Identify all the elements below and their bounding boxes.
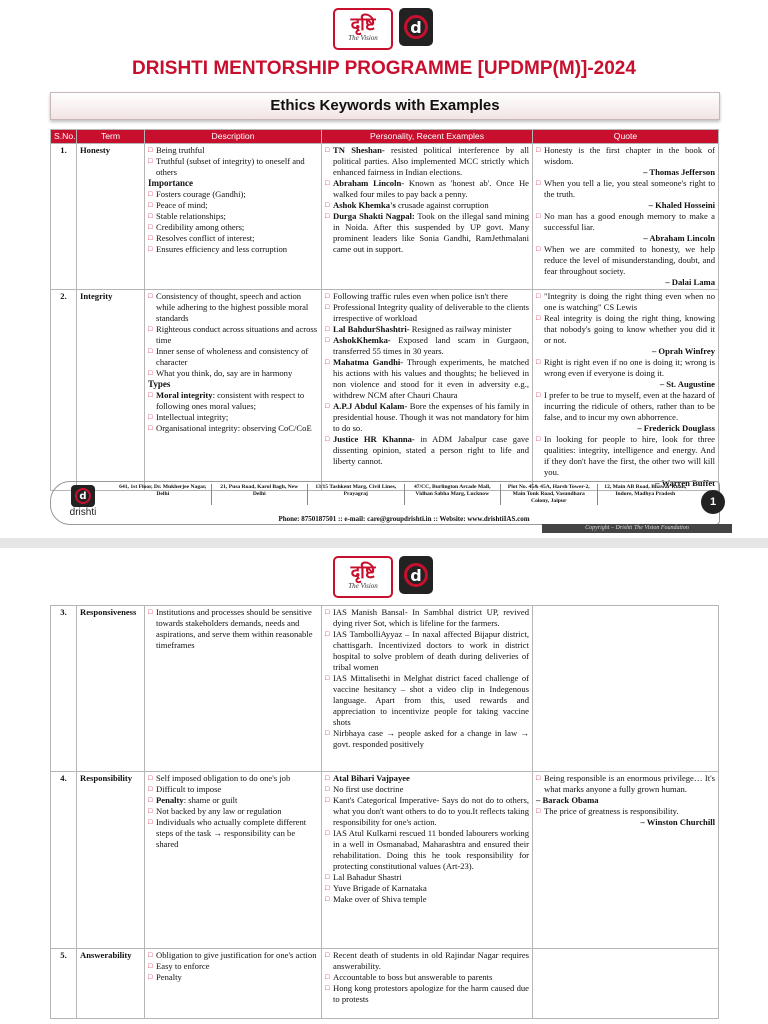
list-item (325, 200, 529, 211)
list-item (148, 244, 318, 255)
item-text: – Barack Obama (536, 795, 599, 805)
list-item (148, 346, 318, 368)
list-item (325, 145, 529, 178)
list-item (325, 401, 529, 434)
list-item (536, 357, 715, 379)
page-number: 1 (701, 490, 725, 514)
bold-text: Penalty (156, 795, 184, 805)
bullet-list (536, 773, 715, 828)
item-text: Individuals who actually complete different steps of the task → responsibility can be shared (156, 817, 307, 849)
bold-text: TN Sheshan- (333, 145, 385, 155)
table-row (51, 949, 719, 1019)
list-item (325, 983, 529, 1005)
term-cell: Honesty (77, 144, 145, 290)
drishti-hindi-logo: दृष्टि The Vision (333, 8, 393, 50)
list-item (325, 629, 529, 673)
item-text: – Winston Churchill (640, 817, 715, 827)
footer-contact: Phone: 8750187501 :: e-mail: care@groupdrishti.in :: Website: www.drishtiIAS.com (278, 515, 530, 523)
item-text: – Abraham Lincoln (643, 233, 715, 243)
item-text: Professional Integrity quality of deliverable to the clients irrespective of workload (333, 302, 529, 323)
term-cell: Responsiveness (77, 606, 145, 772)
item-text: Recent death of students in old Rajindar Nagar requires answerability. (333, 950, 529, 971)
bold-text: Justice HR Khanna- (333, 434, 415, 444)
list-item (325, 178, 529, 200)
bold-text: Ashok Khemka's (333, 200, 396, 210)
term-cell: Responsibility (77, 772, 145, 949)
footer-address: Plot No. 45& 45A, Harsh Tower-2, Main Tonk Road, Vasundhara Colony, Jaipur (501, 484, 598, 505)
list-item (325, 972, 529, 983)
item-text: Resolves conflict of interest; (156, 233, 255, 243)
list-item (148, 817, 318, 850)
list-item (536, 773, 715, 795)
description-cell (145, 144, 322, 290)
quote-author (536, 379, 715, 390)
item-text: – Thomas Jefferson (643, 167, 715, 177)
table-row (51, 606, 719, 772)
list-item (536, 434, 715, 478)
column-header: Term (77, 130, 145, 144)
quote-cell (533, 290, 719, 491)
term-cell: Integrity (77, 290, 145, 491)
quote-author (536, 423, 715, 434)
list-item (325, 324, 529, 335)
table-row (51, 144, 719, 290)
serial-number: 5. (51, 949, 77, 1019)
list-item (536, 390, 715, 423)
item-text: Honesty is the first chapter in the book of wisdom. (544, 145, 715, 166)
bold-text: Mahatma Gandhi- (333, 357, 404, 367)
item-text: Make over of Shiva temple (333, 894, 427, 904)
list-item (148, 211, 318, 222)
list-item (325, 872, 529, 883)
footer-addresses (115, 484, 693, 505)
table-header-row (51, 130, 719, 144)
item-text: Fosters courage (Gandhi); (156, 189, 246, 199)
footer-logo (61, 485, 105, 518)
programme-title: DRISHTI MENTORSHIP PROGRAMME [UPDMP(M)]-2024 (132, 58, 636, 79)
item-text: Yuve Brigade of Karnataka (333, 883, 427, 893)
item-text: crusade against corruption (395, 200, 489, 210)
list-item (148, 200, 318, 211)
drishti-logo (333, 8, 433, 50)
list-item (325, 357, 529, 401)
list-item (148, 795, 318, 806)
table-row (51, 290, 719, 491)
bullet-list (536, 145, 715, 288)
list-item (536, 178, 715, 200)
column-header: Description (145, 130, 322, 144)
table-row (51, 772, 719, 949)
item-text: IAS Atul Kulkarni rescued 11 bonded labourers working in a well in Osmanabad, Maharashtra and ensured their rehabilitation. Doing this he took responsibility for protecting constitutional values (Art-23). (333, 828, 529, 871)
list-item (148, 222, 318, 233)
drishti-logo-page-2 (333, 556, 433, 598)
description-cell (145, 949, 322, 1019)
bold-text: Lal BahdurShashtri- (333, 324, 410, 334)
list-item (325, 291, 529, 302)
bullet-list (325, 773, 529, 905)
examples-cell (322, 144, 533, 290)
item-text: Types (148, 379, 171, 389)
examples-cell (322, 949, 533, 1019)
item-text: – Frederick Douglass (637, 423, 715, 433)
bold-text: A.P.J Abdul Kalam- (333, 401, 408, 411)
copyright-notice: Copyright – Drishti The Vision Foundation (542, 524, 732, 533)
item-text: Took on the illegal sand mining in Noida. After this suspended by UP govt. Many prominent leaders like Sonia Gandhi, RamJethmalani came out in support. (333, 211, 530, 254)
bullet-list (325, 291, 529, 467)
item-text: In looking for people to hire, look for three qualities: integrity, intelligence and energy. And if they don't have the first, the other two will kill you. (544, 434, 715, 477)
item-text: – Warren Buffet (655, 478, 715, 488)
item-text: Penalty (156, 972, 182, 982)
item-text: resisted political interference by all political parties. Also implemented MCC strictly which enhanced fairness in Indian elections. (333, 145, 529, 177)
item-text: Truthful (subset of integrity) to oneself and others (156, 156, 305, 177)
item-text: Obligation to give justification for one's action (156, 950, 317, 960)
list-item (536, 145, 715, 167)
list-item (536, 313, 715, 346)
list-item (148, 961, 318, 972)
item-text: Resigned as railway minister (409, 324, 512, 334)
quote-author (536, 795, 715, 806)
item-text: What you think, do, say are in harmony (156, 368, 293, 378)
item-text: Ensures efficiency and less corruption (156, 244, 288, 254)
list-item (325, 434, 529, 467)
list-item (148, 189, 318, 200)
item-text: : shame or guilt (183, 795, 238, 805)
item-text: Hong kong protestors apologize for the harm caused due to protests (333, 983, 529, 1004)
footer-address: 641, 1st Floor, Dr. Mukherjee Nagar, Delhi (115, 484, 212, 505)
drishti-d-logo: d (399, 8, 433, 46)
bullet-list (148, 145, 318, 255)
item-text: IAS Mittalisethi in Melghat district faced challenge of vaccine hesitancy – shot a video clip in Indegenous language. Apart from this, used rewards and appreciation to incentivize people for taking vaccine shots (333, 673, 529, 727)
item-text: Accountable to boss but answerable to parents (333, 972, 493, 982)
item-text: Exposed land scam in Gurgaon, transferred 55 times in 30 years. (333, 335, 529, 356)
list-item (148, 806, 318, 817)
list-item (325, 784, 529, 795)
examples-cell (322, 606, 533, 772)
item-text: Credibility among others; (156, 222, 245, 232)
bold-text: Moral integrity (156, 390, 213, 400)
list-item (325, 607, 529, 629)
list-item (148, 972, 318, 983)
bold-text: AshokKhemka- (333, 335, 391, 345)
item-text: Intellectual integrity; (156, 412, 229, 422)
list-item (148, 390, 318, 412)
footer-address: 21, Pusa Road, Karol Bagh, New Delhi (212, 484, 309, 505)
item-text: Inner sense of wholeness and consistency of character (156, 346, 309, 367)
list-item (325, 883, 529, 894)
item-text: Righteous conduct across situations and across time (156, 324, 318, 345)
list-item (325, 673, 529, 728)
item-text: Stable relationships; (156, 211, 226, 221)
bullet-list (325, 145, 529, 255)
item-text: When you tell a lie, you steal someone's right to the truth. (544, 178, 715, 199)
item-text: Being responsible is an enormous privilege… It's what marks anyone a fully grown human. (544, 773, 715, 794)
serial-number: 1. (51, 144, 77, 290)
list-item (325, 211, 529, 255)
item-text: – Khaled Hosseini (648, 200, 715, 210)
list-item (325, 728, 529, 750)
bullet-list (325, 607, 529, 750)
item-text: Self imposed obligation to do one's job (156, 773, 291, 783)
bullet-list (325, 950, 529, 1005)
quote-author (536, 817, 715, 828)
drishti-d-logo: d (399, 556, 433, 594)
list-item (536, 244, 715, 277)
item-text: No man has a good enough memory to make a successful liar. (544, 211, 715, 232)
item-text: Being truthful (156, 145, 205, 155)
list-item (325, 795, 529, 828)
item-text: in ADM Jabalpur case gave dissenting opinion, stated a person right to life and liberty cannot. (333, 434, 529, 466)
list-heading (148, 178, 318, 189)
list-item (148, 607, 318, 651)
item-text: When we are commited to honesty, we help reduce the level of misunderstanding, doubt, and fear throughout society. (544, 244, 715, 276)
item-text: Difficult to impose (156, 784, 222, 794)
ethics-table-page-1 (50, 129, 719, 491)
list-item (148, 368, 318, 379)
list-heading (148, 379, 318, 390)
bullet-list (148, 773, 318, 850)
quote-author (536, 346, 715, 357)
serial-number: 4. (51, 772, 77, 949)
item-text: Real integrity is doing the right thing, knowing that nobody's going to know whether you did it or not. (544, 313, 715, 345)
item-text: Easy to enforce (156, 961, 210, 971)
list-item (148, 773, 318, 784)
description-cell (145, 606, 322, 772)
bullet-list (148, 607, 318, 651)
item-text: Nirbhaya case → people asked for a change in law → govt. responded positively (333, 728, 529, 749)
bold-text: Durga Shakti Nagpal: (333, 211, 415, 221)
page-footer (50, 481, 720, 525)
item-text: Lal Bahadur Shastri (333, 872, 402, 882)
footer-brand: drishti (69, 507, 97, 518)
footer-address: 12, Main AB Road, Bhawar Kuan, Indore, Madhya Pradesh (604, 484, 687, 497)
list-item (148, 423, 318, 434)
quote-cell (533, 606, 719, 772)
footer-address: 13/15 Tashkent Marg, Civil Lines, Prayagraj (308, 484, 405, 505)
item-text: Right is right even if no one is doing it; wrong is wrong even if everyone is doing it. (544, 357, 715, 378)
item-text: Peace of mind; (156, 200, 208, 210)
description-cell (145, 772, 322, 949)
item-text: Consistency of thought, speech and action while adhering to the highest possible moral standards (156, 291, 309, 323)
list-item (148, 950, 318, 961)
quote-cell (533, 144, 719, 290)
list-item (536, 211, 715, 233)
list-item (148, 291, 318, 324)
item-text: No first use doctrine (333, 784, 404, 794)
page-divider (0, 538, 768, 548)
item-text: "Integrity is doing the right thing even when no one is watching" CS Lewis (544, 291, 715, 312)
quote-author (536, 200, 715, 211)
section-banner: Ethics Keywords with Examples (50, 92, 720, 120)
footer-address: 47/CC, Burlington Arcade Mall, Vidhan Sabha Marg, Lucknow (405, 484, 502, 505)
list-item (148, 156, 318, 178)
item-text: Known as 'honest ab'. Once He walked four miles to pay back a penny. (333, 178, 529, 199)
quote-cell (533, 949, 719, 1019)
drishti-d-icon: d (71, 485, 95, 507)
quote-author (536, 233, 715, 244)
item-text: Not backed by any law or regulation (156, 806, 282, 816)
item-text: – Oprah Winfrey (651, 346, 715, 356)
quote-author (536, 277, 715, 288)
item-text: Kant's Categorical Imperative- Says do not do to others, what you don't want others to do to you.It reflects taking responsibility for one's action. (333, 795, 529, 827)
item-text: IAS TambolliAyyaz – In naxal affected Bijapur district, chattisgarh. Incentivized doctors to work in district hospital to solve problem of death during deliveries of tribal women (333, 629, 529, 672)
serial-number: 3. (51, 606, 77, 772)
list-item (325, 894, 529, 905)
list-item (536, 806, 715, 817)
list-item (148, 784, 318, 795)
list-item (325, 950, 529, 972)
item-text: Bore the expenses of his family in presidential house. Though it was not mandatory for him to do so. (333, 401, 529, 433)
term-cell: Answerability (77, 949, 145, 1019)
examples-cell (322, 772, 533, 949)
list-item (148, 324, 318, 346)
column-header: Quote (533, 130, 719, 144)
list-item (325, 335, 529, 357)
quote-cell (533, 772, 719, 949)
description-cell (145, 290, 322, 491)
item-text: – Dalai Lama (665, 277, 715, 287)
serial-number: 2. (51, 290, 77, 491)
bold-text: Atal Bihari Vajpayee (333, 773, 410, 783)
item-text: The price of greatness is responsibility. (544, 806, 679, 816)
list-item (536, 291, 715, 313)
examples-cell (322, 290, 533, 491)
list-item (325, 773, 529, 784)
item-text: : consistent with respect to following ones moral values; (156, 390, 305, 411)
list-item (148, 233, 318, 244)
list-item (325, 302, 529, 324)
item-text: Following traffic rules even when police isn't there (333, 291, 508, 301)
bullet-list (536, 291, 715, 489)
item-text: – St. Augustine (659, 379, 715, 389)
quote-author (536, 167, 715, 178)
bullet-list (148, 291, 318, 434)
list-item (148, 145, 318, 156)
list-item (325, 828, 529, 872)
bullet-list (148, 950, 318, 983)
column-header: Personality, Recent Examples (322, 130, 533, 144)
drishti-hindi-logo: दृष्टि The Vision (333, 556, 393, 598)
list-item (148, 412, 318, 423)
item-text: Importance (148, 178, 193, 188)
ethics-table-page-2 (50, 605, 719, 1019)
item-text: I prefer to be true to myself, even at the hazard of incurring the ridicule of others, rather than to be false, and to incur my own abhorrence. (544, 390, 715, 422)
item-text: Through experiments, he matched his actions with his values and thoughts; he believed in non violence and stood for it even in adversity e.g., withdrew NCM after Chauri Chaura (333, 357, 529, 400)
bold-text: Abraham Lincoln- (333, 178, 405, 188)
item-text: IAS Manish Bansal- In Sambhal district UP, revived dying river Sot, which is lifeline for the farmers. (333, 607, 529, 628)
column-header: S.No. (51, 130, 77, 144)
item-text: Organisational integrity: observing CoC/CoE (156, 423, 312, 433)
item-text: Institutions and processes should be sensitive towards stakeholders demands, needs and aspirations, and serve them within reasonable timeframes (156, 607, 313, 650)
